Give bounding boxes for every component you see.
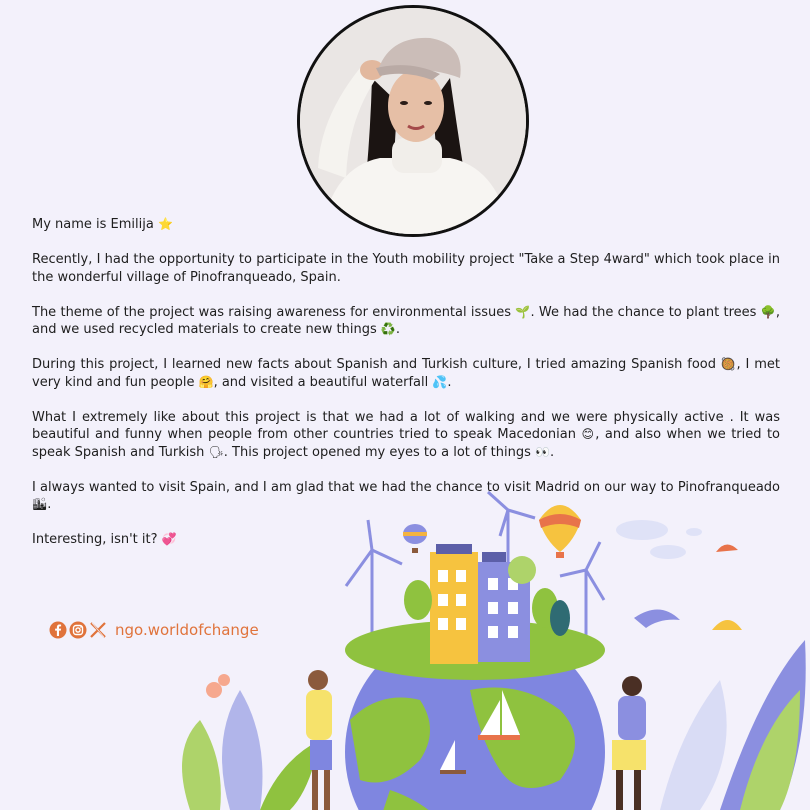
tree-emoji: 🌳 — [760, 304, 776, 319]
paragraph-3: During this project, I learned new facts about Spanish and Turkish culture, I tried amazing Spanish food 🥘, I met very kind and fun people 🤗, and visited a beautiful waterfall 💦. — [32, 357, 780, 390]
social-handle[interactable]: ngo.worldofchange — [115, 621, 259, 639]
plants-right — [660, 640, 806, 810]
bird-icon — [634, 609, 680, 628]
heart-emoji: 💞 — [161, 532, 177, 546]
recycle-emoji: ♻️ — [380, 322, 396, 336]
hug-emoji: 🤗 — [198, 374, 214, 389]
star-emoji: ⭐ — [158, 217, 173, 231]
paragraph-6: Interesting, isn't it? 💞 — [32, 532, 177, 547]
paragraph-2: The theme of the project was raising awareness for environmental issues 🌱. We had the chance to plant trees 🌳, and we used recycled materials to create new things ♻️. — [32, 304, 780, 337]
intro-line: My name is Emilija ⭐ — [32, 217, 173, 232]
small-balloon-icon — [403, 524, 427, 553]
paragraph-1: Recently, I had the opportunity to participate in the Youth mobility project "Take a Step 4ward" which took place in the wonderful village of Pinofranqueado, Spain. — [32, 252, 780, 285]
bird-icon — [716, 544, 738, 552]
water-emoji: 💦 — [432, 374, 448, 389]
speaking-emoji: 🗣 — [208, 444, 224, 459]
seedling-emoji: 🌱 — [515, 304, 531, 319]
profile-photo — [297, 5, 529, 237]
person-left — [306, 670, 332, 810]
clouds — [616, 520, 702, 559]
environment-illustration — [0, 490, 810, 810]
city-emoji: 🏙 — [32, 497, 48, 511]
bird-icon — [712, 620, 742, 630]
eyes-emoji: 👀 — [535, 444, 550, 459]
person-right — [612, 676, 646, 810]
food-emoji: 🥘 — [720, 357, 737, 371]
smile-emoji: 😊 — [581, 427, 596, 441]
large-balloon-icon — [539, 505, 581, 558]
paragraph-5: I always wanted to visit Spain, and I am glad that we had the chance to visit Madrid on our way to Pinofranqueado 🏙. — [32, 479, 780, 512]
plants-left — [182, 674, 320, 810]
paragraph-4: What I extremely like about this project is that we had a lot of walking and we were physically active . It was beautiful and funny when people from other countries tried to speak Macedonian 😊, and also when we tried to speak Spanish and Turkish 🗣. This project opened my eyes to a lot of things 👀. — [32, 409, 780, 460]
